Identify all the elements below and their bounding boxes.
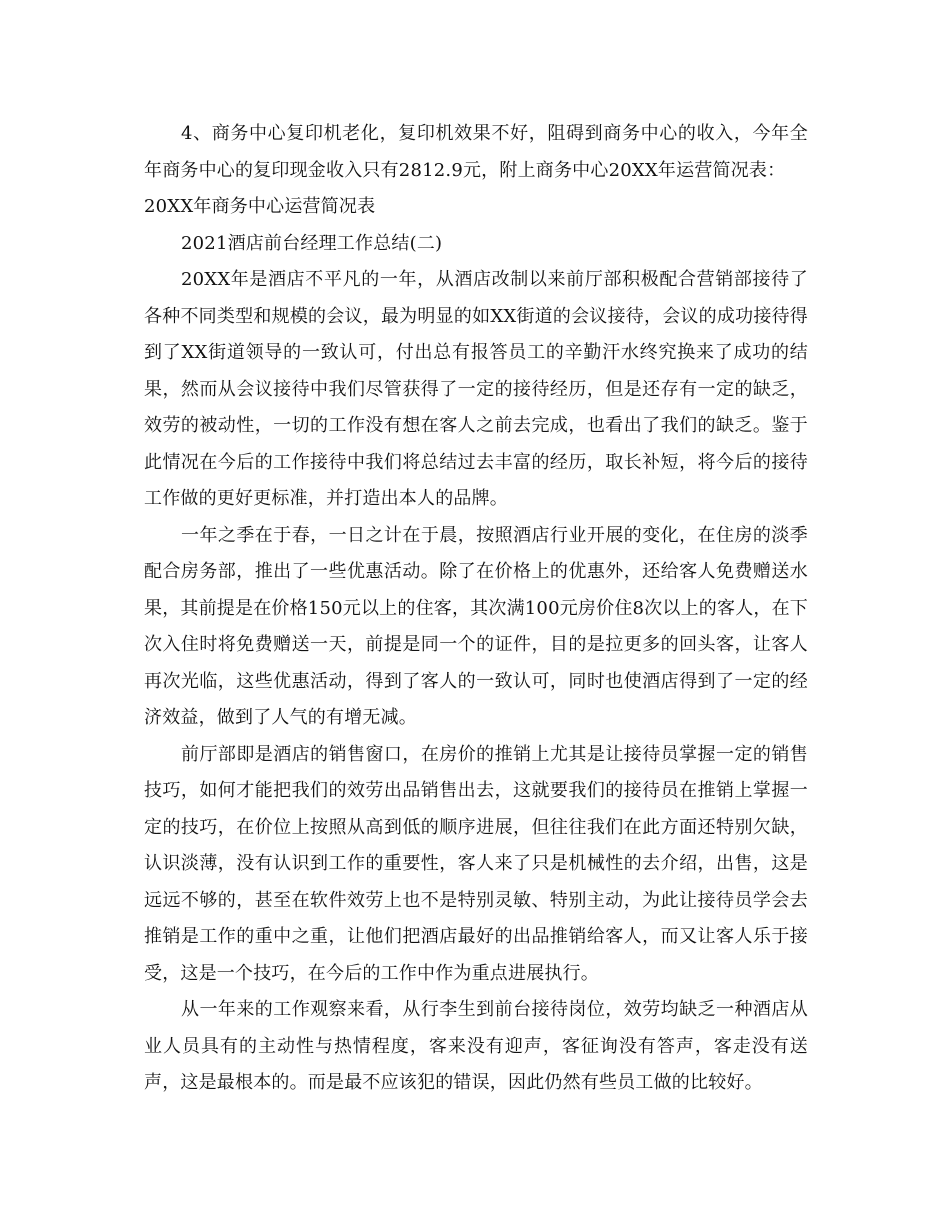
paragraph-promotions: 一年之季在于春，一日之计在于晨，按照酒店行业开展的变化，在住房的淡季配合房务部，推出了一些优惠活动。除了在价格上的优惠外，还给客人免费赠送水果，其前提是在价格150元以上的住客，其次满100元房价住8次以上的客人，在下次入住时将免费赠送一天，前提是同一个的证件，目的是拉更多的回头客，让客人再次光临，这些优惠活动，得到了客人的一致认可，同时也使酒店得到了一定的经济效益，做到了人气的有增无减。 [144,524,808,728]
paragraph-service-observation: 从一年来的工作观察来看，从行李生到前台接待岗位，效劳均缺乏一种酒店从业人员具有的主动性与热情程度，客来没有迎声，客征询没有答声，客走没有送声，这是最根本的。而是最不应该犯的错误，因此仍然有些员工做的比较好。 [144,999,808,1093]
paragraph-conference-reception: 20XX年是酒店不平凡的一年，从酒店改制以来前厅部积极配合营销部接待了各种不同类型和规模的会议，最为明显的如XX街道的会议接待，会议的成功接待得到了XX街道领导的一致认可，付出总有报答员工的辛勤汗水终究换来了成功的结果，然而从会议接待中我们尽管获得了一定的接待经历，但是还存有一定的缺乏，效劳的被动性，一切的工作没有想在客人之前去完成，也看出了我们的缺乏。鉴于此情况在今后的工作接待中我们将总结过去丰富的经历，取长补短，将今后的接待工作做的更好更标准，并打造出本人的品牌。 [144,269,808,509]
paragraph-copier-issue: 4、商务中心复印机老化，复印机效果不好，阻碍到商务中心的收入，今年全年商务中心的复印现金收入只有2812.9元，附上商务中心20XX年运营简况表： [144,123,808,181]
section-heading: 2021酒店前台经理工作总结(二) [181,232,443,254]
paragraph-table-caption: 20XX年商务中心运营简况表 [144,196,376,217]
paragraph-sales-window: 前厅部即是酒店的销售窗口，在房价的推销上尤其是让接待员掌握一定的销售技巧，如何才能把我们的效劳出品销售出去，这就要我们的接待员在推销上掌握一定的技巧，在价位上按照从高到低的顺序进展，但往往我们在此方面还特别欠缺，认识淡薄，没有认识到工作的重要性，客人来了只是机械性的去介绍，出售，这是远远不够的，甚至在软件效劳上也不是特别灵敏、特别主动，为此让接待员学会去推销是工作的重中之重，让他们把酒店最好的出品推销给客人，而又让客人乐于接受，这是一个技巧，在今后的工作中作为重点进展执行。 [144,743,808,984]
document-body [144,116,808,1102]
